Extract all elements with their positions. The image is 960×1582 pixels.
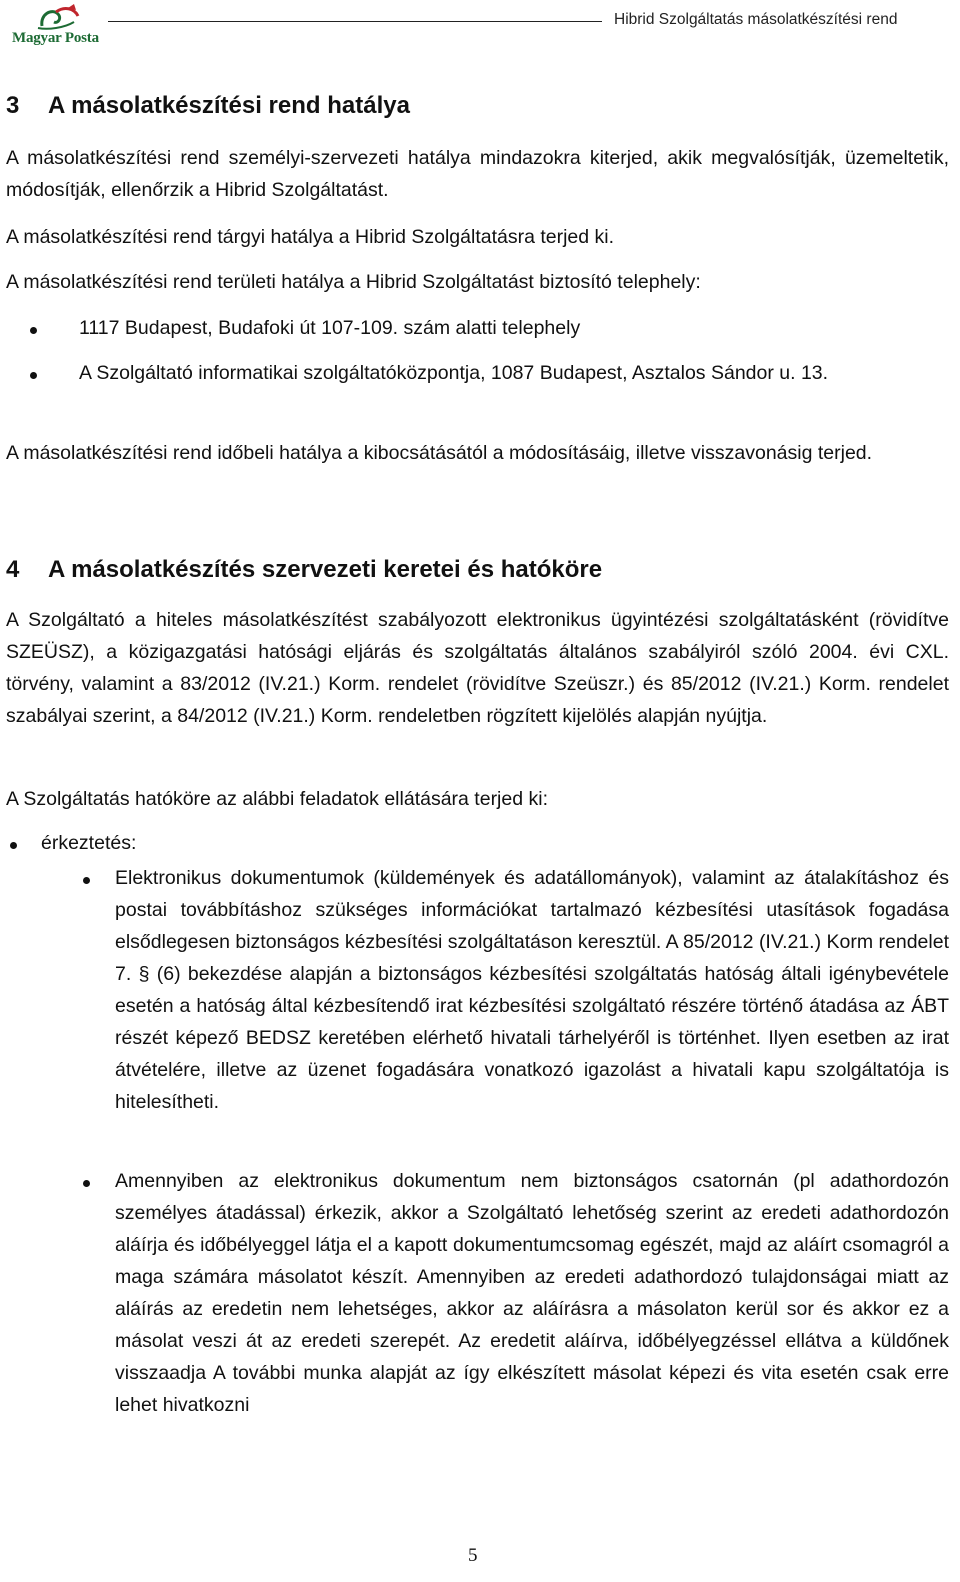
list-item: érkeztetés: [41, 832, 137, 854]
bullet-icon [83, 877, 90, 884]
section-title: A másolatkészítési rend hatálya [48, 92, 410, 119]
header-rule [108, 21, 602, 22]
logo-text: Magyar Posta [12, 30, 99, 46]
paragraph: A másolatkészítési rend időbeli hatálya a kibocsátásától a módosításáig, illetve visszavonásig terjed. [6, 442, 873, 464]
sub-list-item: Elektronikus dokumentumok (küldemények és adatállományok), valamint az átalakításhoz és postai továbbításhoz szükséges információkat tartalmazó kézbesítési utasítások fogadása elsődlegesen biztonságos kézbesítési szolgáltatáson keresztül. A 85/2012 (IV.21.) Korm rendelet 7. § (6) bekezdése alapján a biztonságos kézbesítési szolgáltatás hatóság általi igénybevétele esetén a hatóság által kézbesítendő irat kézbesítési szolgáltató részére történő átadása az ÁBT részét képező BEDSZ keretében elérhető hivatali tárhelyéről is történhet. Ilyen esetben az irat átvételére, illetve az üzenet fogadására vonatkozó igazolást a hivatali kapu szolgáltatója is hitelesítheti. [115, 867, 949, 1113]
bullet-icon [30, 327, 37, 334]
paragraph: A másolatkészítési rend személyi-szervezeti hatálya mindazokra kiterjed, akik megvalósítják, üzemeltetik, módosítják, ellenőrzik a Hibrid Szolgáltatást. [6, 147, 949, 201]
section-4-heading [6, 556, 602, 584]
section-title: A másolatkészítés szervezeti keretei és hatóköre [48, 556, 603, 583]
bullet-icon [30, 372, 37, 379]
list-item: 1117 Budapest, Budafoki út 107-109. szám alatti telephely [79, 317, 581, 339]
list-item: A Szolgáltató informatikai szolgáltatóközpontja, 1087 Budapest, Asztalos Sándor u. 13. [79, 362, 829, 384]
paragraph: A Szolgáltatás hatóköre az alábbi feladatok ellátására terjed ki: [6, 788, 549, 810]
section-3-heading [6, 92, 410, 120]
page-header [0, 0, 960, 70]
bullet-icon [83, 1180, 90, 1187]
running-header-title: Hibrid Szolgáltatás másolatkészítési rend [614, 11, 898, 28]
sub-list-item: Amennyiben az elektronikus dokumentum nem biztonságos csatornán (pl adathordozón személyes átadással) érkezik, akkor a Szolgáltató lehetőség szerint az eredeti adathordozón aláírja és időbélyeggel látja el a kapott dokumentumcsomag egészét, majd az aláírt csomagról a maga számára másolatot készít. Amennyiben az eredeti adathordozó tulajdonságai miatt az aláírás az eredetin nem lehetséges, akkor az aláírásra a másolaton kerül sor és akkor ez a másolat veszi át az eredeti szerepét. Az eredetit aláírva, időbélyegzéssel ellátva a küldőnek visszaadja A további munka alapját az így elkészített másolat képezi és vita esetén csak erre lehet hivatkozni [115, 1170, 949, 1416]
section-number: 3 [6, 92, 20, 119]
section-number: 4 [6, 556, 20, 583]
paragraph: A Szolgáltató a hiteles másolatkészítést szabályozott elektronikus ügyintézési szolgáltatásként (rövidítve SZEÜSZ), a közigazgatási hatósági eljárás és szolgáltatás általános szabályiról szóló 2004. évi CXL. törvény, valamint a 83/2012 (IV.21.) Korm. rendelet (rövidítve Szeüszr.) és 85/2012 (IV.21.) Korm. rendelet szabályai szerint, a 84/2012 (IV.21.) Korm. rendeletben rögzített kijelölés alapján nyújtja. [6, 609, 949, 727]
magyar-posta-logo [12, 4, 99, 60]
bullet-icon [10, 842, 17, 849]
paragraph: A másolatkészítési rend területi hatálya a Hibrid Szolgáltatást biztosító telephely: [6, 271, 701, 293]
paragraph: A másolatkészítési rend tárgyi hatálya a Hibrid Szolgáltatásra terjed ki. [6, 226, 615, 248]
page-number: 5 [468, 1545, 478, 1566]
